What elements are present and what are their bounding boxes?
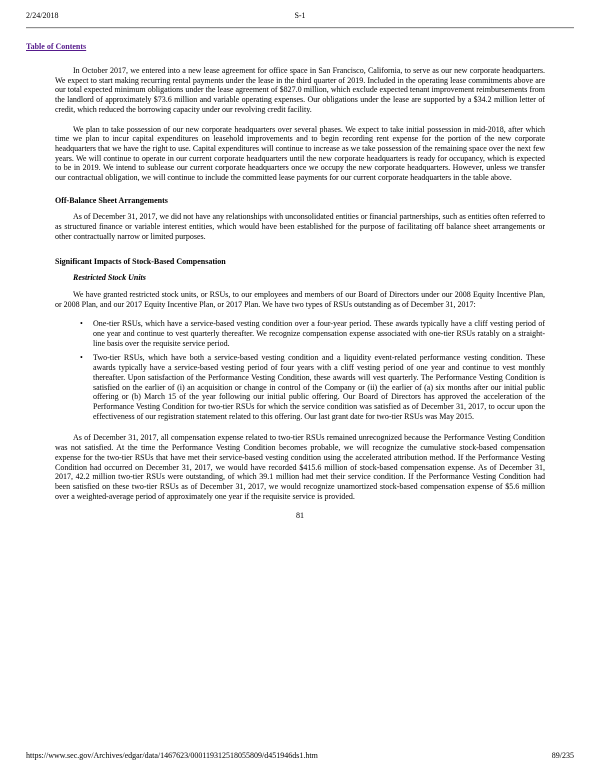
footer-page-indicator: 89/235 [551,751,574,760]
print-footer [26,751,574,760]
page-number: 81 [296,511,304,521]
document-type-label: S-1 [294,11,306,20]
header-divider [26,27,574,29]
heading-off-balance-sheet: Off-Balance Sheet Arrangements [55,195,168,205]
subheading-restricted-stock-units: Restricted Stock Units [73,273,146,283]
print-header [26,11,574,21]
paragraph-two-tier-expense: As of December 31, 2017, all compensation expense related to two-tier RSUs remained unrecognized because the Performance Vesting Condition was not satisfied. At the time the Performance Vesting Condition becomes probable, we will recognize the cumulative stock-based compensation expense for the two-tier RSUs that have met their service-based vesting condition using the accelerated attribution method. If the Performance Vesting Condition had occurred on December 31, 2017, we would have recorded $415.6 million of stock-based compensation expense. As of December 31, 2017, 42.2 million two-tier RSUs were outstanding, of which 39.1 million had met their service condition. If the Performance Vesting Condition had been satisfied on these two-tier RSUs as of December 31, 2017, we would recognize unamortized stock-based compensation expense of $5.6 million over a weighted-average period of approximately one year if the requisite service is provided. [55,433,545,501]
print-date: 2/24/2018 [26,11,59,20]
paragraph-possession-phases: We plan to take possession of our new corporate headquarters over several phases. We expect to take initial possession in mid-2018, after which time we plan to incur capital expenditures on leasehold improvements and to begin recording rent expense for the portion of the new corporate headquarters that we have the right to use. Capital expenditures will continue to increase as we take possession of the remaining space over the next few years. We will continue to operate in our current corporate headquarters until the new corporate headquarters is ready for occupancy, which is expected to be in 2019. We intend to sublease our current corporate headquarters once we occupy the new corporate headquarters. However, unless we transfer our contractual obligation, we will continue to include the committed lease payments for our current corporate headquarters in the table above. [55,124,545,183]
bullet-icon: • [80,353,83,363]
bullet-one-tier-rsus [80,319,545,348]
bullet-two-tier-text: Two-tier RSUs, which have both a service-based vesting condition and a liquidity event-related performance vesting condition. These awards typically have a service-based vesting period of four years with a cliff vesting period of one year and continue to vest monthly thereafter. Upon satisfaction of the Performance Vesting Condition, these awards will vest quarterly. The Performance Vesting Condition is satisfied on the earlier of (i) an acquisition or change in control of the Company or (ii) the earlier of (a) six months after our initial public offering or (b) March 15 of the year following our initial public offering. Our Board of Directors has approved the acceleration of the Performance Vesting Condition for two-tier RSUs for which the service condition was satisfied as of December 31, 2017, to occur upon the effectiveness of our registration statement related to this offering. Our last grant date for two-tier RSUs was May 2015. [93,353,545,421]
document-body [55,66,545,521]
bullet-two-tier-rsus [80,353,545,421]
paragraph-rsu-intro: We have granted restricted stock units, or RSUs, to our employees and members of our Board of Directors under our 2008 Equity Incentive Plan, or 2008 Plan, and our 2017 Equity Incentive Plan, or 2017 Plan. We have two types of RSUs outstanding as of December 31, 2017: [55,289,545,309]
bullet-icon: • [80,319,83,329]
paragraph-off-balance-sheet: As of December 31, 2017, we did not have any relationships with unconsolidated entities or financial partnerships, such as entities often referred to as structured finance or variable interest entities, which would have been established for the purpose of facilitating off balance sheet arrangements or other contractually narrow or limited purposes. [55,212,545,241]
bullet-one-tier-text: One-tier RSUs, which have a service-based vesting condition over a four-year period. These awards typically have a cliff vesting period of one year and continue to vest quarterly thereafter. We recognize compensation expense associated with one-tier RSUs ratably on a straight-line basis over the requisite service period. [93,319,545,348]
paragraph-lease-agreement: In October 2017, we entered into a new lease agreement for office space in San Francisco, California, to serve as our new corporate headquarters. We expect to start making recurring rental payments under the lease in the third quarter of 2019. Included in the operating lease commitments above are our total expected minimum obligations under the lease agreement of $827.0 million, which exclude expected tenant improvement reimbursements from the landlord of approximately $73.6 million and variable operating expenses. Our obligations under the lease are supported by a $34.2 million letter of credit, which reduced the borrowing capacity under our revolving credit facility. [55,66,545,114]
table-of-contents-link[interactable]: Table of Contents [26,42,87,51]
footer-url: https://www.sec.gov/Archives/edgar/data/1467623/000119312518055809/d451946ds1.htm [26,751,318,760]
heading-stock-based-compensation: Significant Impacts of Stock-Based Compensation [55,256,226,266]
